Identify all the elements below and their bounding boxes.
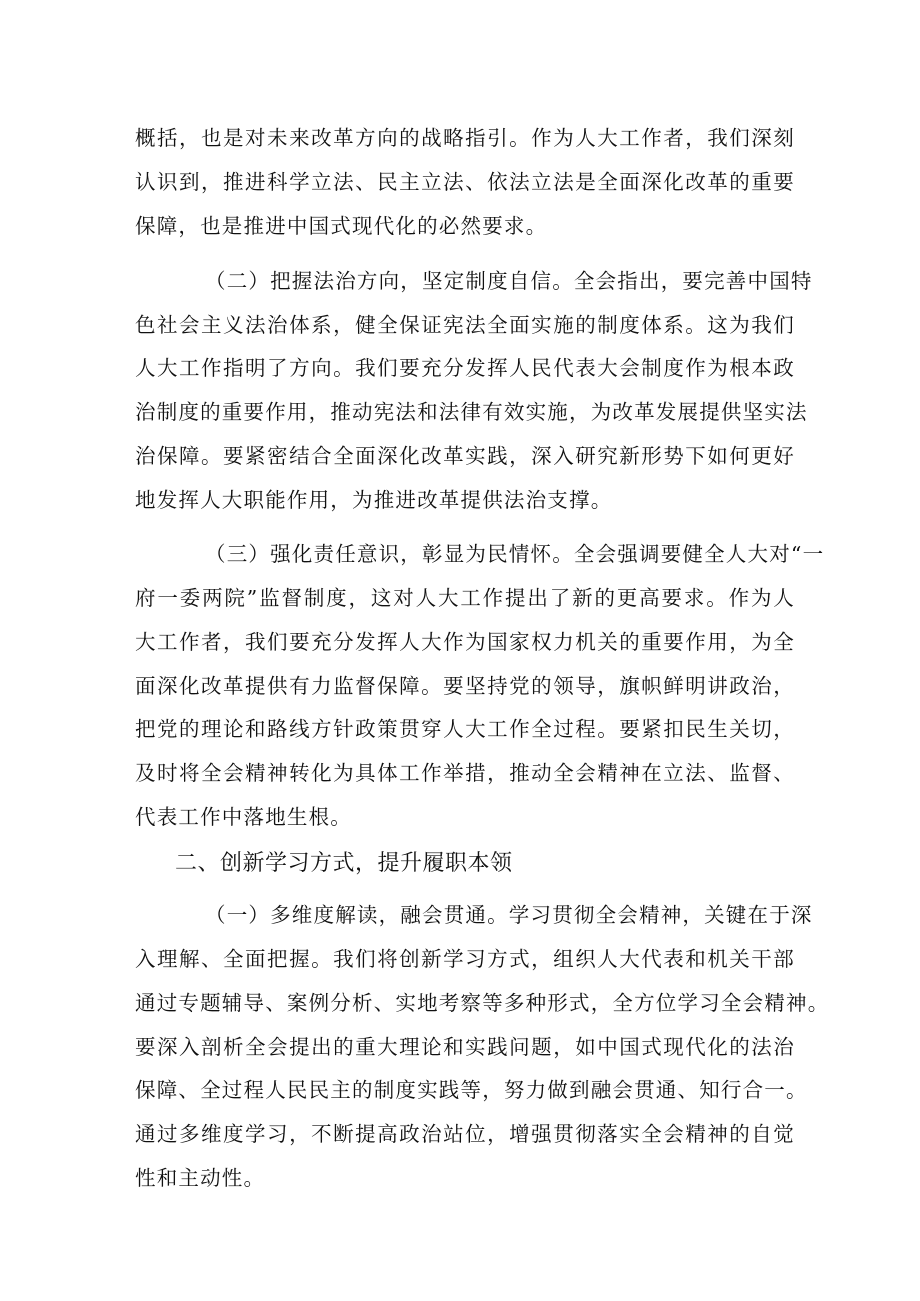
body-line: 认识到，推进科学立法、民主立法、依法立法是全面深化改革的重要: [135, 170, 795, 194]
body-line: 府一委两院”监督制度，这对人大工作提出了新的更高要求。作为人: [135, 586, 795, 610]
paragraph-first-line: （三）强化责任意识，彰显为民情怀。全会强调要健全人大对“一: [205, 542, 825, 566]
body-line: 把党的理论和路线方针政策贯穿人大工作全过程。要紧扣民生关切，: [135, 717, 795, 741]
body-line: 代表工作中落地生根。: [135, 805, 352, 829]
body-line: 治保障。要紧密结合全面深化改革实践，深入研究新形势下如何更好: [135, 444, 795, 468]
body-line: 及时将全会精神转化为具体工作举措，推动全会精神在立法、监督、: [135, 761, 795, 785]
body-line: 要深入剖析全会提出的重大理论和实践问题，如中国式现代化的法治: [135, 1035, 795, 1059]
paragraph-first-line: （一）多维度解读，融会贯通。学习贯彻全会精神，关键在于深: [205, 903, 813, 927]
body-line: 人大工作指明了方向。我们要充分发挥人民代表大会制度作为根本政: [135, 356, 795, 380]
section-heading: 二、创新学习方式，提升履职本领: [175, 851, 513, 876]
body-line: 入理解、全面把握。我们将创新学习方式，组织人大代表和机关干部: [135, 947, 795, 971]
body-line: 通过专题辅导、案例分析、实地考察等多种形式，全方位学习全会精神。: [135, 991, 830, 1015]
body-line: 色社会主义法治体系，健全保证宪法全面实施的制度体系。这为我们: [135, 313, 795, 337]
body-line: 概括，也是对未来改革方向的战略指引。作为人大工作者，我们深刻: [135, 126, 795, 150]
body-line: 保障，也是推进中国式现代化的必然要求。: [135, 214, 548, 238]
paragraph-first-line: （二）把握法治方向，坚定制度自信。全会指出，要完善中国特: [205, 269, 813, 293]
body-line: 性和主动性。: [135, 1166, 266, 1190]
body-line: 保障、全过程人民民主的制度实践等，努力做到融会贯通、知行合一。: [135, 1078, 808, 1102]
body-line: 通过多维度学习，不断提高政治站位，增强贯彻落实全会精神的自觉: [135, 1122, 795, 1146]
body-line: 地发挥人大职能作用，为推进改革提供法治支撑。: [135, 488, 613, 512]
body-line: 治制度的重要作用，推动宪法和法律有效实施，为改革发展提供坚实法: [135, 400, 808, 424]
body-line: 大工作者，我们要充分发挥人大作为国家权力机关的重要作用，为全: [135, 630, 795, 654]
body-line: 面深化改革提供有力监督保障。要坚持党的领导，旗帜鲜明讲政治，: [135, 674, 795, 698]
